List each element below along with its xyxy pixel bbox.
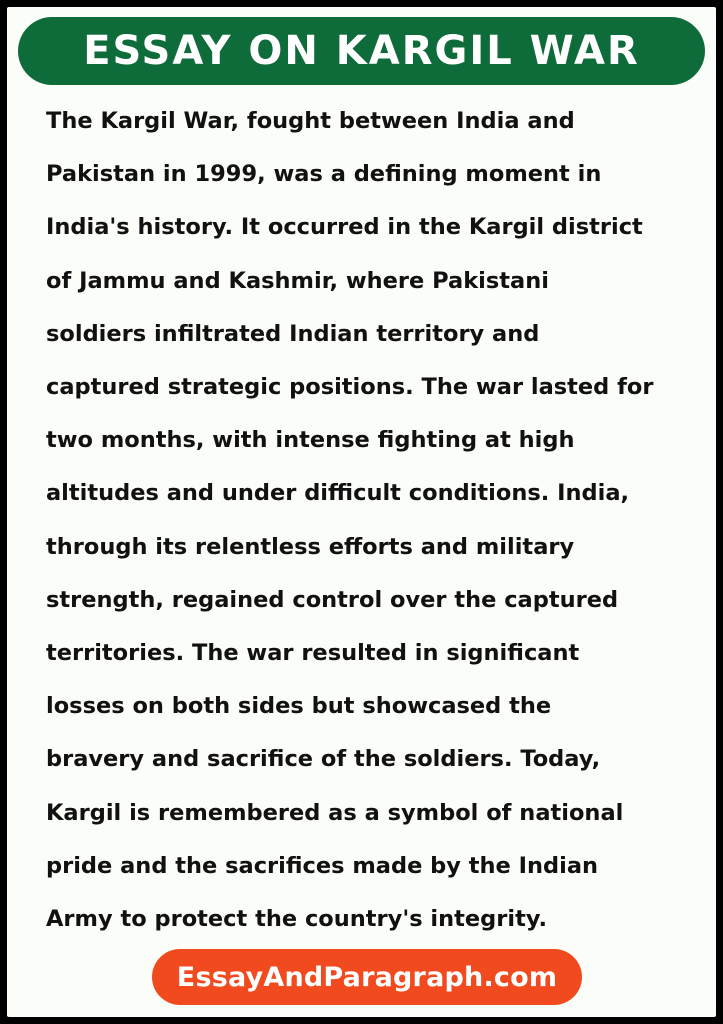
essay-line: soldiers infiltrated Indian territory and <box>46 320 540 347</box>
essay-line: of Jammu and Kashmir, where Pakistani <box>46 267 549 294</box>
essay-line: strength, regained control over the captured <box>46 586 619 613</box>
essay-line: two months, with intense fighting at high <box>46 427 575 454</box>
essay-line: Pakistan in 1999, was a defining moment in <box>46 161 602 188</box>
essay-line: captured strategic positions. The war lasted for <box>46 374 654 401</box>
essay-line: bravery and sacrifice of the soldiers. Today, <box>46 746 601 773</box>
essay-line: territories. The war resulted in significant <box>46 640 580 667</box>
essay-line: India's history. It occurred in the Kargil district <box>46 214 643 241</box>
essay-line: The Kargil War, fought between India and <box>46 108 575 134</box>
site-banner <box>152 949 582 1005</box>
essay-line: through its relentless efforts and military <box>46 533 575 560</box>
site-name: EssayAndParagraph.com <box>176 961 558 993</box>
essay-line: pride and the sacrifices made by the Indian <box>46 852 599 879</box>
essay-line: Kargil is remembered as a symbol of national <box>46 799 624 826</box>
page-title: ESSAY ON KARGIL WAR <box>83 28 640 74</box>
essay-paragraph <box>46 95 696 946</box>
essay-line: losses on both sides but showcased the <box>46 693 552 720</box>
title-banner <box>18 17 705 85</box>
essay-line: altitudes and under difficult conditions. India, <box>46 480 630 507</box>
essay-line: Army to protect the country's integrity. <box>46 906 547 933</box>
